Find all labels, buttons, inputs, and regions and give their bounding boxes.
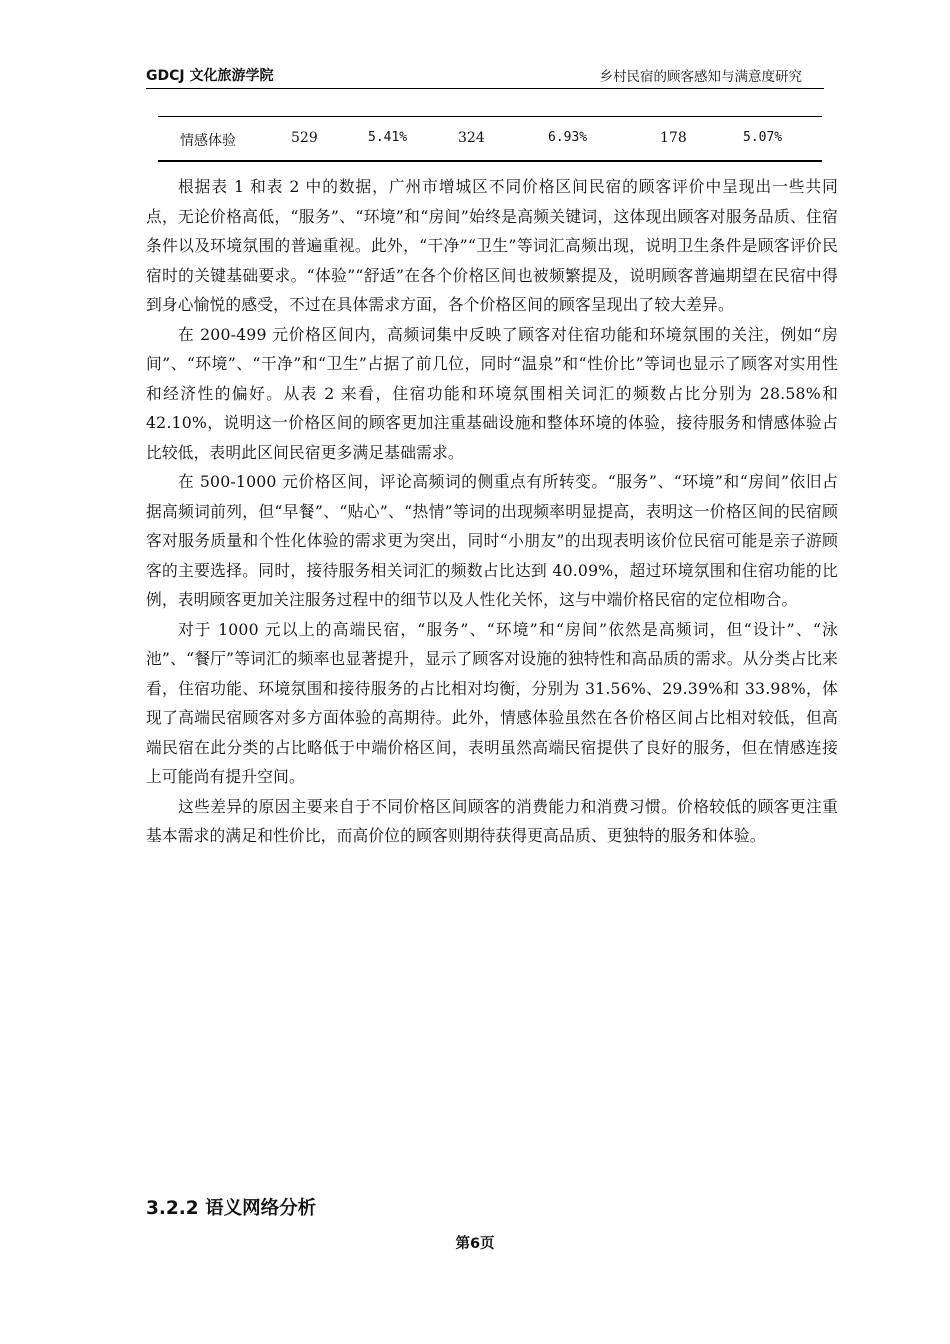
paragraph: 这些差异的原因主要来自于不同价格区间顾客的消费能力和消费习惯。价格较低的顾客更注重基本需求的满足和性价比，而高价位的顾客则期待获得更高品质、更独特的服务和体验。 [146, 796, 838, 845]
header-paper-title: 乡村民宿的顾客感知与满意度研究 [599, 69, 802, 85]
table-cell-share-3: 5.07% [743, 130, 783, 145]
table-row [0, 130, 950, 150]
paragraph: 在 200-499 元价格区间内，高频词集中反映了顾客对住宿功能和环境氛围的关注，例如“房间”、“环境”、“干净”和“卫生”占据了前几位，同时“温泉”和“性价比”等词也显示了顾客对实用性和经济性的偏好。从表 2 来看，住宿功能和环境氛围相关词汇的频数占比分别为 28.58%和 42.10%，说明这一价格区间的顾客更加注重基础设施和整体环境的体验，接待服务和情感体验占比较低，表明此区间民宿更多满足基础需求。 [146, 324, 838, 462]
section-heading: 3.2.2 语义网络分析 [146, 1198, 317, 1219]
table-top-rule [158, 116, 822, 117]
table-cell-count-3: 178 [660, 130, 687, 146]
header-institution: GDCJ 文化旅游学院 [146, 68, 274, 84]
table-cell-category: 情感体验 [180, 133, 236, 149]
body-text [146, 172, 838, 851]
paragraph: 根据表 1 和表 2 中的数据，广州市增城区不同价格区间民宿的顾客评价中呈现出一些共同点，无论价格高低，“服务”、“环境”和“房间”始终是高频关键词，这体现出顾客对服务品质、住宿条件以及环境氛围的普遍重视。此外，“干净”“卫生”等词汇高频出现，说明卫生条件是顾客评价民宿时的关键基础要求。“体验”“舒适”在各个价格区间也被频繁提及，说明顾客普遍期望在民宿中得到身心愉悦的感受，不过在具体需求方面，各个价格区间的顾客呈现出了较大差异。 [146, 177, 838, 314]
page-header [146, 64, 824, 89]
table-cell-count-1: 529 [291, 130, 318, 146]
paragraph: 对于 1000 元以上的高端民宿，“服务”、“环境”和“房间”依然是高频词，但“设计”、“泳池”、“餐厅”等词汇的频率也显著提升，显示了顾客对设施的独特性和高品质的需求。从分类占比来看，住宿功能、环境氛围和接待服务的占比相对均衡，分别为 31.56%、29.39%和 33.98%，体现了高端民宿顾客对多方面体验的高期待。此外，情感体验虽然在各价格区间占比相对较低，但高端民宿在此分类的占比略低于中端价格区间，表明虽然高端民宿提供了良好的服务，但在情感连接上可能尚有提升空间。 [146, 619, 838, 786]
table-cell-share-2: 6.93% [548, 130, 588, 145]
table-cell-share-1: 5.41% [368, 130, 408, 145]
page-number: 第6页 [455, 1236, 495, 1252]
table-bottom-rule [158, 160, 822, 162]
table-cell-count-2: 324 [458, 130, 485, 146]
paragraph: 在 500-1000 元价格区间，评论高频词的侧重点有所转变。“服务”、“环境”和“房间”依旧占据高频词前列，但“早餐”、“贴心”、“热情”等词的出现频率明显提高，表明这一价格区间的民宿顾客对服务质量和个性化体验的需求更为突出，同时“小朋友”的出现表明该价位民宿可能是亲子游顾客的主要选择。同时，接待服务相关词汇的频数占比达到 40.09%，超过环境氛围和住宿功能的比例，表明顾客更加关注服务过程中的细节以及人性化关怀，这与中端价格民宿的定位相吻合。 [146, 472, 838, 609]
